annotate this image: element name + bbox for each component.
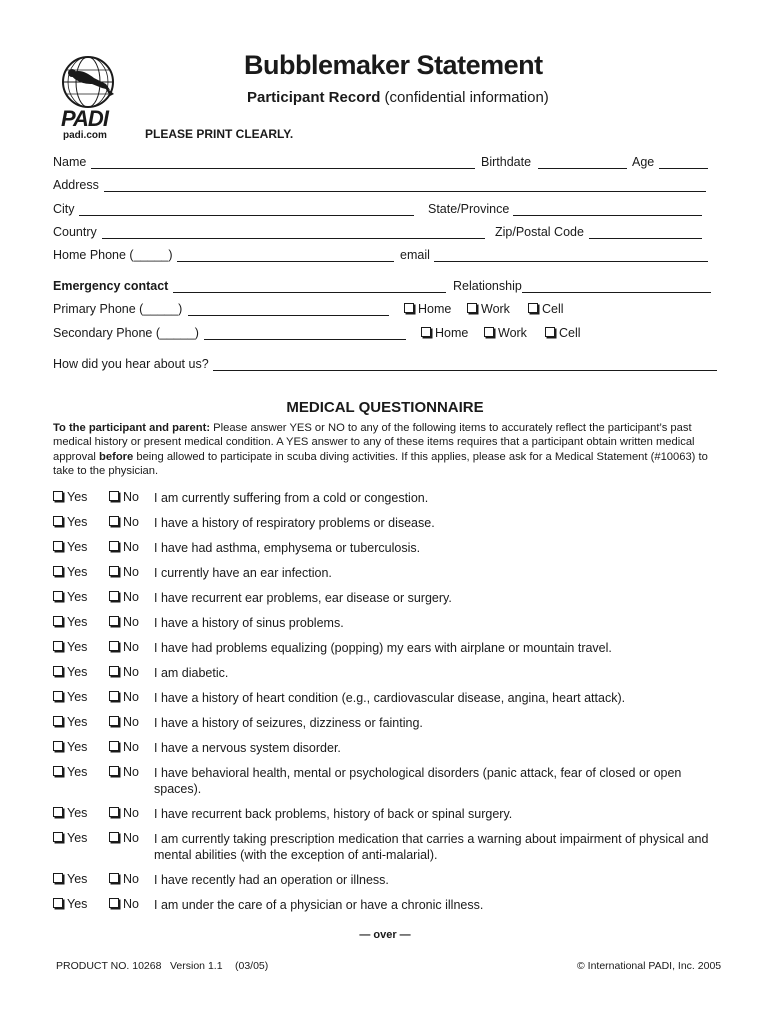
- yes-option[interactable]: Yes: [53, 740, 105, 754]
- emergency-label: Emergency contact: [53, 279, 169, 293]
- checkbox-icon: [53, 873, 63, 883]
- medical-heading: MEDICAL QUESTIONNAIRE: [286, 399, 484, 416]
- checkbox-icon: [53, 766, 63, 776]
- medical-intro: [53, 421, 721, 479]
- question-text: I have recurrent ear problems, ear disease or surgery.: [154, 591, 452, 605]
- yes-option[interactable]: Yes: [53, 806, 105, 820]
- state-field[interactable]: [513, 215, 702, 216]
- checkbox-icon: [421, 327, 431, 337]
- checkbox-icon: [404, 303, 414, 313]
- no-option[interactable]: No: [109, 740, 153, 754]
- globe-diver-icon: [56, 54, 120, 110]
- no-option[interactable]: No: [109, 515, 153, 529]
- email-label: email: [400, 248, 430, 262]
- checkbox-icon: [53, 591, 63, 601]
- product-number: PRODUCT NO. 10268: [56, 960, 162, 972]
- checkbox-icon: [109, 591, 119, 601]
- checkbox-icon: [109, 566, 119, 576]
- yes-option[interactable]: Yes: [53, 690, 105, 704]
- emergency-field[interactable]: [173, 292, 446, 293]
- checkbox-icon: [109, 691, 119, 701]
- no-option[interactable]: No: [109, 690, 153, 704]
- no-option[interactable]: No: [109, 665, 153, 679]
- checkbox-icon: [53, 666, 63, 676]
- no-option[interactable]: No: [109, 640, 153, 654]
- yes-option[interactable]: Yes: [53, 490, 105, 504]
- no-option[interactable]: No: [109, 806, 153, 820]
- secondary-phone-field[interactable]: [204, 339, 406, 340]
- question-text: I currently have an ear infection.: [154, 566, 332, 580]
- question-text: I have had problems equalizing (popping) my ears with airplane or mountain travel.: [154, 641, 612, 655]
- print-notice: PLEASE PRINT CLEARLY.: [145, 127, 294, 141]
- no-option[interactable]: No: [109, 590, 153, 604]
- question-text: I have recently had an operation or illness.: [154, 873, 389, 887]
- checkbox-icon: [53, 691, 63, 701]
- no-option[interactable]: No: [109, 565, 153, 579]
- checkbox-icon: [109, 516, 119, 526]
- checkbox-icon: [109, 807, 119, 817]
- checkbox-icon: [109, 616, 119, 626]
- zip-label: Zip/Postal Code: [495, 225, 584, 239]
- subtitle-rest: (confidential information): [384, 89, 549, 106]
- checkbox-icon: [545, 327, 555, 337]
- no-option[interactable]: No: [109, 897, 153, 911]
- hear-label: How did you hear about us?: [53, 357, 209, 371]
- checkbox-icon: [53, 516, 63, 526]
- checkbox-icon: [109, 716, 119, 726]
- yes-option[interactable]: Yes: [53, 640, 105, 654]
- question-text: I have a history of heart condition (e.g., cardiovascular disease, angina, heart attack).: [154, 691, 626, 705]
- yes-option[interactable]: Yes: [53, 765, 105, 779]
- home-phone-label: Home Phone (_____): [53, 248, 173, 262]
- no-option[interactable]: No: [109, 715, 153, 729]
- checkbox-icon: [53, 741, 63, 751]
- yes-option[interactable]: Yes: [53, 665, 105, 679]
- question-text: I have a history of respiratory problems or disease.: [154, 516, 435, 530]
- name-label: Name: [53, 155, 87, 169]
- yes-option[interactable]: Yes: [53, 615, 105, 629]
- secondary-home-option[interactable]: Home: [421, 326, 468, 340]
- primary-home-option[interactable]: Home: [404, 302, 451, 316]
- intro-before: before: [99, 450, 134, 463]
- intro-text-1: Please answer YES or NO to any of the following items to accurately reflect the participant’s past medical history or present medical condition. A YES answer to any of these items requires that a participant obtain written medical approval: [53, 422, 695, 463]
- intro-lead: To the participant and parent:: [53, 422, 211, 434]
- primary-phone-label: Primary Phone (_____): [53, 302, 183, 316]
- checkbox-icon: [109, 491, 119, 501]
- home-phone-field[interactable]: [177, 261, 394, 262]
- checkbox-icon: [53, 716, 63, 726]
- address-field[interactable]: [104, 191, 706, 192]
- birthdate-label: Birthdate: [481, 155, 532, 169]
- question-text: I am currently taking prescription medication that carries a warning about impairment of physical and mental abilities (with the exception of anti-malarial).: [154, 832, 709, 862]
- secondary-phone-label: Secondary Phone (_____): [53, 326, 199, 340]
- primary-phone-field[interactable]: [188, 315, 389, 316]
- birthdate-field[interactable]: [538, 168, 627, 169]
- name-field[interactable]: [91, 168, 475, 169]
- checkbox-icon: [109, 641, 119, 651]
- primary-cell-option[interactable]: Cell: [528, 302, 564, 316]
- checkbox-icon: [528, 303, 538, 313]
- relationship-label: Relationship: [453, 279, 522, 293]
- checkbox-icon: [109, 741, 119, 751]
- version: Version 1.1: [170, 960, 223, 972]
- over-note: — over —: [359, 929, 411, 941]
- checkbox-icon: [53, 566, 63, 576]
- primary-work-option[interactable]: Work: [467, 302, 510, 316]
- padi-wordmark: PADI: [61, 106, 108, 131]
- age-field[interactable]: [659, 168, 708, 169]
- no-option[interactable]: No: [109, 831, 153, 845]
- checkbox-icon: [484, 327, 494, 337]
- padi-url: padi.com: [63, 130, 107, 141]
- question-text: I have a nervous system disorder.: [154, 741, 341, 755]
- checkbox-icon: [109, 832, 119, 842]
- intro-text-2: being allowed to participate in scuba diving activities. If this applies, please ask for a Medical Statement (#10063) to take to the physician.: [53, 450, 708, 478]
- page-subtitle: [247, 89, 549, 106]
- checkbox-icon: [53, 807, 63, 817]
- checkbox-icon: [53, 616, 63, 626]
- city-field[interactable]: [79, 215, 414, 216]
- country-label: Country: [53, 225, 97, 239]
- question-text: I have a history of seizures, dizziness or fainting.: [154, 716, 423, 730]
- state-label: State/Province: [428, 202, 510, 216]
- checkbox-icon: [53, 641, 63, 651]
- checkbox-icon: [109, 898, 119, 908]
- version-date: (03/05): [235, 960, 269, 972]
- relationship-field[interactable]: [522, 292, 711, 293]
- page-title: Bubblemaker Statement: [244, 50, 543, 80]
- question-text: I have had asthma, emphysema or tuberculosis.: [154, 541, 421, 555]
- checkbox-icon: [467, 303, 477, 313]
- city-label: City: [53, 202, 75, 216]
- zip-field[interactable]: [589, 238, 702, 239]
- yes-option[interactable]: Yes: [53, 540, 105, 554]
- yes-option[interactable]: Yes: [53, 590, 105, 604]
- checkbox-icon: [109, 766, 119, 776]
- question-text: I have recurrent back problems, history of back or spinal surgery.: [154, 807, 513, 821]
- checkbox-icon: [109, 541, 119, 551]
- checkbox-icon: [109, 873, 119, 883]
- country-field[interactable]: [102, 238, 485, 239]
- yes-option[interactable]: Yes: [53, 565, 105, 579]
- checkbox-icon: [53, 491, 63, 501]
- yes-option[interactable]: Yes: [53, 515, 105, 529]
- copyright: © International PADI, Inc. 2005: [577, 960, 722, 972]
- address-label: Address: [53, 178, 99, 192]
- email-field[interactable]: [434, 261, 708, 262]
- age-label: Age: [632, 155, 655, 169]
- question-text: I have behavioral health, mental or psychological disorders (panic attack, fear of closed or open spaces).: [154, 766, 682, 796]
- secondary-cell-option[interactable]: Cell: [545, 326, 581, 340]
- checkbox-icon: [109, 666, 119, 676]
- question-text: I am currently suffering from a cold or congestion.: [154, 491, 429, 505]
- question-text: I have a history of sinus problems.: [154, 616, 344, 630]
- yes-option[interactable]: Yes: [53, 872, 105, 886]
- question-text: I am under the care of a physician or have a chronic illness.: [154, 898, 484, 912]
- checkbox-icon: [53, 898, 63, 908]
- no-option[interactable]: No: [109, 540, 153, 554]
- no-option[interactable]: No: [109, 490, 153, 504]
- question-text: I am diabetic.: [154, 666, 229, 680]
- subtitle-bold: Participant Record: [247, 89, 381, 106]
- no-option[interactable]: No: [109, 872, 153, 886]
- checkbox-icon: [53, 832, 63, 842]
- secondary-work-option[interactable]: Work: [484, 326, 527, 340]
- yes-option[interactable]: Yes: [53, 897, 105, 911]
- yes-option[interactable]: Yes: [53, 715, 105, 729]
- padi-logo: [56, 54, 120, 144]
- yes-option[interactable]: Yes: [53, 831, 105, 845]
- hear-field[interactable]: [213, 370, 717, 371]
- no-option[interactable]: No: [109, 615, 153, 629]
- no-option[interactable]: No: [109, 765, 153, 779]
- checkbox-icon: [53, 541, 63, 551]
